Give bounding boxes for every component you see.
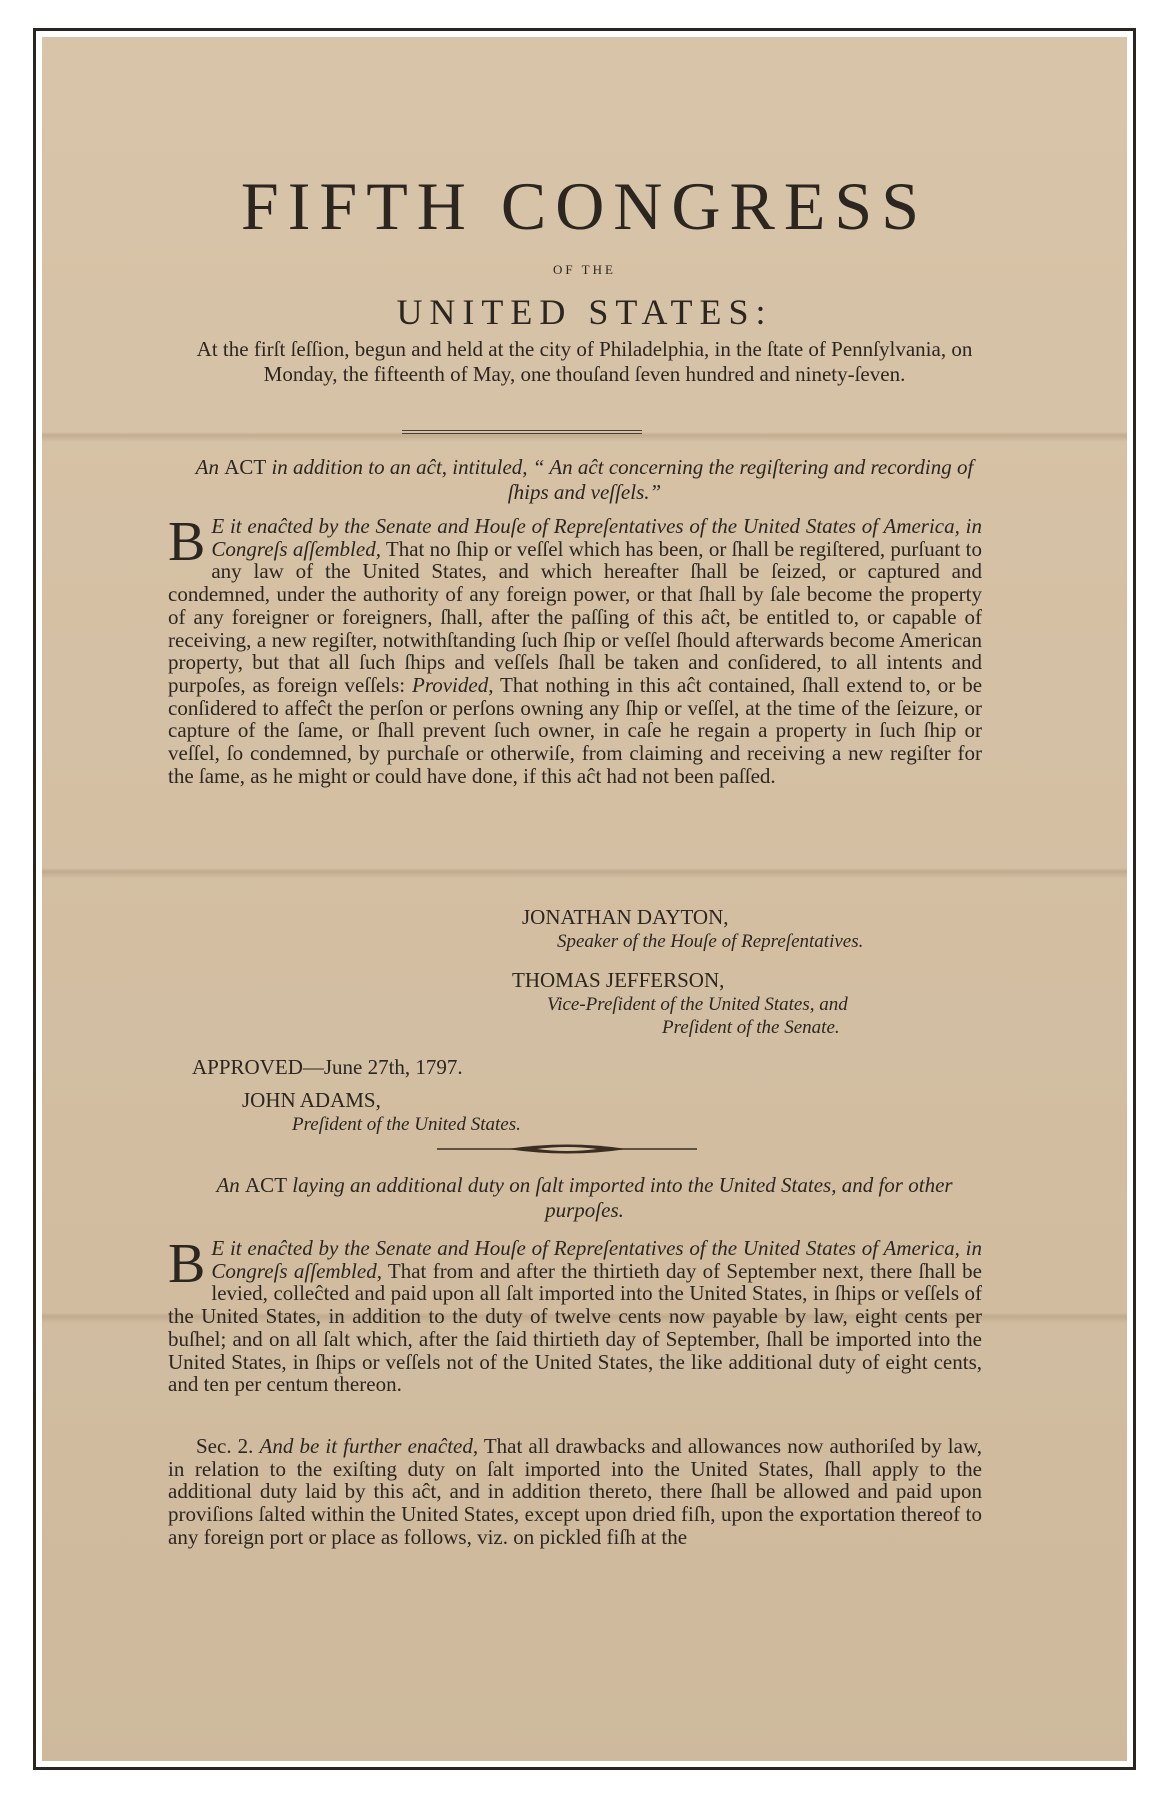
- act1-body: [168, 511, 983, 788]
- act1-title: [192, 455, 977, 505]
- act2-dropcap: B: [168, 1233, 206, 1295]
- act1-text-2: That nothing in this aĉt contained, ſhall extend to, or be conſidered to affeĉt the perſon or perſons owning any ſhip or veſſel, at the time of the ſeizure, or capture of the ſame, or ſhall prevent ſuch owner, in caſe he regain a property in ſuch ſhip or veſſel, ſo condemned, by purchaſe or otherwiſe, from claiming and receiving a new regiſter for the ſame, as he might or could have done, if this aĉt had not been paſſed.: [168, 672, 983, 788]
- page-subtitle: UNITED STATES:: [396, 292, 773, 332]
- page-title: FIFTH CONGRESS: [240, 168, 929, 244]
- signature-dayton-name: JONATHAN DAYTON,: [522, 905, 729, 929]
- signature-adams-title: Preſident of the United States.: [292, 1114, 521, 1135]
- act2-sec2-text: That all drawbacks and allowances now authoriſed by law, in relation to the exiſting duty on ſalt imported into the United States, ſhall apply to the additional duty laid by this aĉt, and in addition thereto, there ſhall be allowed and paid upon proviſions ſalted within the United States, except upon dried fiſh, upon the exportation thereof to any foreign port or place as follows, viz. on pickled fiſh at the: [168, 1434, 983, 1549]
- act1-title-rest: in addition to an aĉt, intituled, “ An aĉt concerning the regiſtering and recording of ſhips and veſſels.”: [271, 455, 974, 504]
- signature-adams-name: JOHN ADAMS,: [242, 1088, 381, 1112]
- act2-title-act: ACT: [245, 1173, 288, 1197]
- signature-jefferson-title-2: Preſident of the Senate.: [662, 1017, 840, 1038]
- signature-jefferson-title-1: Vice-Preſident of the United States, and: [547, 994, 848, 1015]
- signature-jefferson-name: THOMAS JEFFERSON,: [512, 968, 725, 992]
- session-statement: At the firſt ſeſſion, begun and held at the city of Philadelphia, in the ſtate of Pennſylvania, on Monday, the fifteenth of May, one thouſand ſeven hundred and ninety-ſeven.: [196, 337, 973, 386]
- act1-enacting-clause: E it enaĉted by the Senate and Houſe of Repreſentatives of the United States of America, in Congreſs aſſembled,: [211, 514, 982, 561]
- approval-date: APPROVED—June 27th, 1797.: [192, 1055, 463, 1079]
- title-connector: OF THE: [553, 262, 616, 277]
- act1-title-prefix: An: [195, 455, 219, 479]
- act2-title: [192, 1173, 977, 1223]
- act1-provided: Provided,: [412, 672, 494, 697]
- document-sheet: [42, 37, 1127, 1761]
- act2-section-2: [168, 1435, 982, 1549]
- act2-title-prefix: An: [216, 1173, 240, 1197]
- act2-enacting-clause: E it enaĉted by the Senate and Houſe of Repreſentatives of the United States of America, in Congreſs aſſembled,: [211, 1236, 982, 1283]
- document-frame: [33, 28, 1136, 1770]
- act1-dropcap: B: [168, 511, 206, 573]
- act2-sec2-enacting: And be it further enaĉted,: [259, 1434, 479, 1458]
- act1-text-1: That no ſhip or veſſel which has been, or ſhall be regiſtered, purſuant to any law of the United States, and which hereafter ſhall be ſeized, or captured and condemned, under the authority of any foreign power, or that ſhall by ſale become the property of any foreigner or foreigners, ſhall, after the paſſing of this aĉt, be entitled to, or capable of receiving, a new regiſter, notwithſtanding ſuch ſhip or veſſel ſhould afterwards become American property, but that all ſuch ſhips and veſſels ſhall be taken and conſidered, to all intents and purpoſes, as foreign veſſels:: [168, 536, 982, 697]
- act2-title-rest: laying an additional duty on ſalt imported into the United States, and for other purpoſes.: [292, 1173, 953, 1222]
- section-divider: [402, 430, 642, 434]
- signature-dayton-title: Speaker of the Houſe of Repreſentatives.: [557, 931, 864, 952]
- act2-text-1: That from and after the thirtieth day of September next, there ſhall be levied, colleĉted and paid upon all ſalt imported into the United States, in ſhips or veſſels of the United States, in addition to the duty of twelve cents now payable by law, eight cents per buſhel; and on all ſalt which, after the ſaid thirtieth day of September, ſhall be imported into the United States, in ſhips or veſſels not of the United States, the like additional duty of eight cents, and ten per centum thereon.: [168, 1258, 982, 1397]
- ornament-divider: [437, 1142, 697, 1156]
- act1-title-act: ACT: [224, 455, 267, 479]
- act2-sec2-label: Sec. 2.: [196, 1434, 254, 1458]
- act2-body: [168, 1233, 982, 1397]
